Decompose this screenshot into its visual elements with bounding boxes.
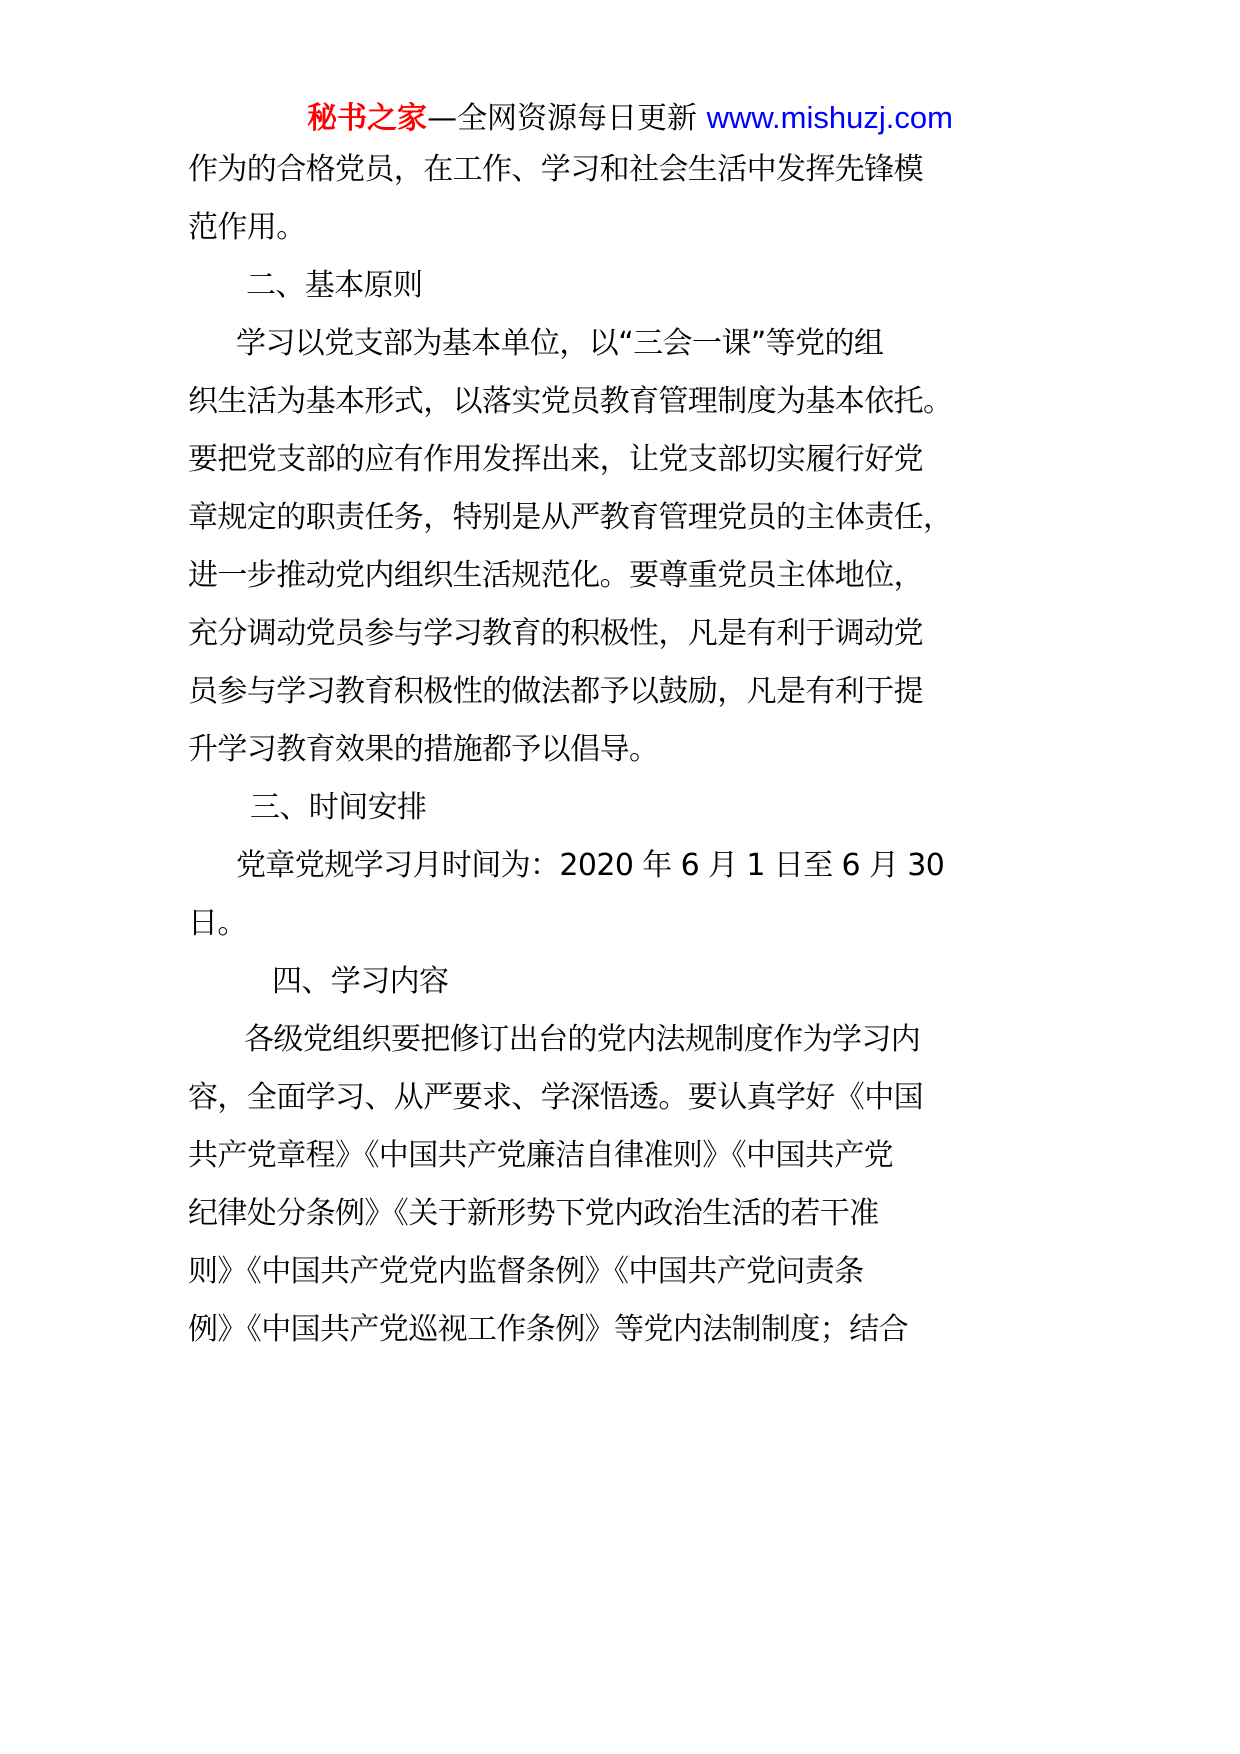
paragraph-line: 则》《中国共产党党内监督条例》《中国共产党问责条 [188, 1254, 864, 1289]
section-heading-principles: 二、基本原则 [246, 268, 423, 303]
paragraph-line: 日。 [188, 906, 247, 941]
paragraph-line: 员参与学习教育积极性的做法都予以鼓励，凡是有利于提 [188, 674, 923, 709]
section-heading-schedule: 三、时间安排 [250, 790, 427, 825]
paragraph-line: 共产党章程》《中国共产党廉洁自律准则》《中国共产党 [188, 1138, 893, 1173]
paragraph-line: 范作用。 [188, 210, 306, 245]
paragraph-line: 党章党规学习月时间为：2020 年 6 月 1 日至 6 月 30 [236, 848, 945, 883]
header-slogan: —全网资源每日更新 [427, 101, 698, 136]
paragraph-line: 充分调动党员参与学习教育的积极性，凡是有利于调动党 [188, 616, 923, 651]
brand-name: 秘书之家 [307, 101, 428, 136]
header-url-link[interactable]: www.mishuzj.com [706, 100, 953, 135]
paragraph-line: 章规定的职责任务，特别是从严教育管理党员的主体责任， [188, 500, 953, 535]
paragraph-line: 织生活为基本形式，以落实党员教育管理制度为基本依托。 [188, 384, 953, 419]
paragraph-line: 升学习教育效果的措施都予以倡导。 [188, 732, 659, 767]
page-header [0, 98, 1240, 139]
paragraph-line: 各级党组织要把修订出台的党内法规制度作为学习内 [244, 1022, 921, 1057]
paragraph-line: 要把党支部的应有作用发挥出来，让党支部切实履行好党 [188, 442, 923, 477]
paragraph-line: 学习以党支部为基本单位，以“三会一课”等党的组 [236, 326, 884, 361]
paragraph-line: 纪律处分条例》《关于新形势下党内政治生活的若干准 [188, 1196, 879, 1231]
paragraph-line: 作为的合格党员，在工作、学习和社会生活中发挥先锋模 [188, 152, 923, 187]
paragraph-line: 容，全面学习、从严要求、学深悟透。要认真学好《中国 [188, 1080, 923, 1115]
paragraph-line: 例》《中国共产党巡视工作条例》等党内法制制度；结合 [188, 1312, 908, 1347]
paragraph-line: 进一步推动党内组织生活规范化。要尊重党员主体地位， [188, 558, 923, 593]
section-heading-content: 四、学习内容 [272, 964, 449, 999]
